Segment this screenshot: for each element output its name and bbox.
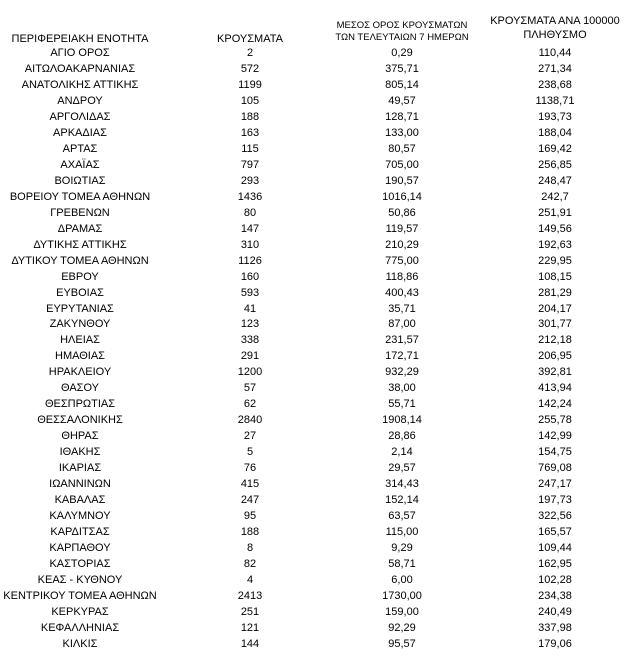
region-cell: ΚΑΒΑΛΑΣ: [54, 494, 106, 507]
seven-day-average-cell: 119,57: [385, 222, 419, 235]
seven-day-average-cell: 50,86: [388, 206, 416, 219]
seven-day-average-cell: 92,29: [388, 621, 416, 634]
per-100000-cell: 162,95: [538, 558, 572, 570]
per-100000-cell: 251,91: [538, 206, 572, 219]
seven-day-average-cell: 159,00: [385, 605, 419, 618]
seven-day-average-cell: 29,57: [388, 462, 416, 475]
cases-cell: 572: [240, 62, 260, 75]
region-cell: ΔΥΤΙΚΗΣ ΑΤΤΙΚΗΣ: [33, 238, 127, 251]
cases-cell: 57: [243, 382, 257, 395]
table-row: [0, 46, 630, 62]
seven-day-average-cell: 190,57: [385, 174, 419, 187]
region-cell: ΚΑΡΔΙΤΣΑΣ: [50, 526, 110, 539]
cases-cell: 62: [243, 398, 257, 411]
cases-cell: 2840: [237, 414, 263, 427]
seven-day-average-cell: 805,14: [385, 78, 419, 91]
header-cases-per-100000-line2: ΠΛΗΘΥΣΜΟ: [523, 29, 587, 41]
header-cases-per-100000: [475, 14, 630, 42]
per-100000-cell: 212,18: [538, 334, 572, 347]
header-cases: ΚΡΟΥΣΜΑΤΑ: [217, 33, 283, 45]
cases-cell: 338: [240, 334, 260, 347]
seven-day-average-cell: 1730,00: [382, 589, 422, 602]
seven-day-average-cell: 932,29: [385, 366, 419, 379]
region-cell: ΑΝΑΤΟΛΙΚΗΣ ΑΤΤΙΚΗΣ: [21, 78, 139, 91]
seven-day-average-cell: 128,71: [385, 110, 419, 123]
table-row: [0, 445, 630, 461]
region-cell: ΗΛΕΙΑΣ: [60, 334, 100, 347]
cases-cell: 41: [243, 302, 257, 315]
table-row: [0, 78, 630, 94]
table-row: [0, 573, 630, 589]
per-100000-cell: 271,34: [538, 62, 572, 75]
table-row: [0, 381, 630, 397]
per-100000-cell: 413,94: [538, 382, 572, 395]
region-cell: ΑΙΤΩΛΟΑΚΑΡΝΑΝΙΑΣ: [24, 62, 136, 75]
cases-cell: 121: [240, 621, 260, 634]
per-100000-cell: 142,99: [538, 430, 572, 443]
region-cell: ΖΑΚΥΝΘΟΥ: [49, 318, 111, 331]
cases-cell: 293: [240, 174, 260, 187]
cases-cell: 27: [243, 430, 257, 443]
per-100000-cell: 204,17: [538, 302, 572, 315]
region-cell: ΚΙΛΚΙΣ: [62, 637, 98, 650]
region-cell: ΙΘΑΚΗΣ: [59, 446, 101, 459]
per-100000-cell: 769,08: [538, 462, 572, 475]
table-row: [0, 461, 630, 477]
per-100000-cell: 229,95: [538, 254, 572, 267]
table-row: [0, 110, 630, 126]
header-region: ΠΕΡΙΦΕΡΕΙΑΚΗ ΕΝΟΤΗΤΑ: [11, 33, 149, 45]
table-row: [0, 302, 630, 318]
cases-cell: 95: [243, 510, 257, 523]
cases-cell: 188: [240, 110, 260, 123]
seven-day-average-cell: 28,86: [388, 430, 416, 443]
per-100000-cell: 242,7: [541, 190, 569, 203]
per-100000-cell: 154,75: [538, 446, 572, 459]
cases-cell: 80: [243, 206, 257, 219]
per-100000-cell: 169,42: [538, 142, 572, 155]
seven-day-average-cell: 210,29: [385, 238, 419, 251]
cases-cell: 1199: [238, 78, 262, 91]
cases-cell: 310: [240, 238, 260, 251]
table-row: [0, 589, 630, 605]
seven-day-average-cell: 35,71: [388, 302, 416, 315]
table-row: [0, 493, 630, 509]
region-cell: ΘΗΡΑΣ: [61, 430, 99, 443]
per-100000-cell: 193,73: [538, 110, 572, 123]
cases-cell: 797: [240, 158, 260, 171]
per-100000-cell: 188,04: [538, 126, 572, 139]
seven-day-average-cell: 58,71: [388, 558, 416, 570]
region-cell: ΘΑΣΟΥ: [60, 382, 100, 395]
region-cell: ΑΝΔΡΟΥ: [57, 94, 103, 107]
region-cell: ΑΧΑΪΑΣ: [60, 158, 100, 171]
header-cases-per-100000-line1: ΚΡΟΥΣΜΑΤΑ ΑΝΑ 100000: [490, 15, 620, 27]
per-100000-cell: 255,78: [538, 414, 572, 427]
region-cell: ΚΕΡΚΥΡΑΣ: [51, 605, 109, 618]
table-row: [0, 397, 630, 413]
region-cell: ΚΑΛΥΜΝΟΥ: [49, 510, 111, 523]
table-body: [0, 46, 630, 653]
table-row: [0, 413, 630, 429]
region-cell: ΕΒΡΟΥ: [61, 270, 99, 283]
cases-cell: 291: [240, 350, 260, 363]
region-cell: ΔΥΤΙΚΟΥ ΤΟΜΕΑ ΑΘΗΝΩΝ: [11, 254, 149, 267]
table-row: [0, 206, 630, 222]
region-cell: ΑΓΙΟ ΟΡΟΣ: [50, 47, 110, 59]
region-cell: ΙΩΑΝΝΙΝΩΝ: [49, 478, 111, 491]
table-row: [0, 238, 630, 254]
cases-cell: 76: [243, 462, 257, 475]
seven-day-average-cell: 375,71: [385, 62, 419, 75]
table-row: [0, 270, 630, 286]
per-100000-cell: 1138,71: [535, 94, 575, 107]
per-100000-cell: 149,56: [538, 222, 572, 235]
cases-cell: 5: [246, 446, 254, 459]
seven-day-average-cell: 6,00: [391, 573, 413, 586]
table-row: [0, 317, 630, 333]
table-row: [0, 190, 630, 206]
table-row: [0, 605, 630, 621]
table-row: [0, 477, 630, 493]
seven-day-average-cell: 314,43: [385, 478, 419, 491]
table-row: [0, 286, 630, 302]
region-cell: ΚΑΣΤΟΡΙΑΣ: [49, 558, 111, 570]
table-row: [0, 333, 630, 349]
per-100000-cell: 206,95: [538, 350, 572, 363]
seven-day-average-cell: 2,14: [391, 446, 413, 459]
table-row: [0, 429, 630, 445]
seven-day-average-cell: 775,00: [385, 254, 419, 267]
seven-day-average-cell: 133,00: [385, 126, 419, 139]
per-100000-cell: 248,47: [538, 174, 572, 187]
header-seven-day-average-line1: ΜΕΣΟΣ ΟΡΟΣ ΚΡΟΥΣΜΑΤΩΝ: [336, 20, 468, 31]
table-row: [0, 174, 630, 190]
cases-cell: 147: [240, 222, 260, 235]
region-cell: ΘΕΣΣΑΛΟΝΙΚΗΣ: [37, 414, 123, 427]
cases-cell: 2: [246, 47, 254, 59]
cases-cell: 4: [246, 573, 254, 586]
table-row: [0, 621, 630, 637]
table-row: [0, 557, 630, 573]
table-row: [0, 365, 630, 381]
per-100000-cell: 392,81: [538, 366, 572, 379]
seven-day-average-cell: 400,43: [385, 286, 419, 299]
cases-cell: 144: [240, 637, 260, 650]
header-seven-day-average: [322, 20, 482, 44]
table-row: [0, 142, 630, 158]
seven-day-average-cell: 49,57: [388, 94, 416, 107]
per-100000-cell: 108,15: [538, 270, 572, 283]
cases-cell: 2413: [237, 589, 263, 602]
cases-cell: 123: [240, 318, 260, 331]
cases-cell: 115: [241, 142, 259, 155]
per-100000-cell: 247,17: [538, 478, 572, 491]
cases-cell: 251: [240, 605, 260, 618]
cases-cell: 247: [240, 494, 260, 507]
region-cell: ΒΟΙΩΤΙΑΣ: [54, 174, 106, 187]
cases-cell: 82: [243, 558, 257, 570]
table-row: [0, 62, 630, 78]
region-cell: ΑΡΤΑΣ: [62, 142, 98, 155]
table-row: [0, 222, 630, 238]
seven-day-average-cell: 115,00: [385, 526, 419, 539]
per-100000-cell: 301,77: [538, 318, 572, 331]
per-100000-cell: 238,68: [538, 78, 572, 91]
seven-day-average-cell: 1016,14: [382, 190, 422, 203]
cases-cell: 593: [240, 286, 260, 299]
seven-day-average-cell: 63,57: [388, 510, 416, 523]
region-cell: ΚΕΦΑΛΛΗΝΙΑΣ: [40, 621, 120, 634]
region-cell: ΕΥΒΟΙΑΣ: [56, 286, 104, 299]
seven-day-average-cell: 9,29: [391, 542, 413, 555]
table-row: [0, 509, 630, 525]
region-cell: ΒΟΡΕΙΟΥ ΤΟΜΕΑ ΑΘΗΝΩΝ: [9, 190, 151, 203]
seven-day-average-cell: 118,86: [385, 270, 419, 283]
seven-day-average-cell: 152,14: [385, 494, 419, 507]
cases-cell: 415: [240, 478, 260, 491]
per-100000-cell: 165,57: [538, 526, 572, 539]
seven-day-average-cell: 231,57: [385, 334, 419, 347]
seven-day-average-cell: 1908,14: [382, 414, 422, 427]
per-100000-cell: 142,24: [538, 398, 572, 411]
per-100000-cell: 256,85: [538, 158, 572, 171]
cases-cell: 105: [240, 94, 260, 107]
table-row: [0, 637, 630, 653]
region-cell: ΙΚΑΡΙΑΣ: [58, 462, 102, 475]
region-cell: ΚΕΑΣ - ΚΥΘΝΟΥ: [37, 573, 123, 586]
region-cell: ΗΡΑΚΛΕΙΟΥ: [48, 366, 112, 379]
per-100000-cell: 110,44: [538, 47, 572, 59]
region-cell: ΕΥΡΥΤΑΝΙΑΣ: [46, 302, 114, 315]
per-100000-cell: 337,98: [538, 621, 572, 634]
seven-day-average-cell: 38,00: [388, 382, 416, 395]
cases-cell: 163: [240, 126, 260, 139]
region-cell: ΘΕΣΠΡΩΤΙΑΣ: [44, 398, 116, 411]
header-seven-day-average-line2: ΤΩΝ ΤΕΛΕΥΤΑΙΩΝ 7 ΗΜΕΡΩΝ: [335, 32, 469, 43]
table-row: [0, 541, 630, 557]
cases-cell: 160: [240, 270, 260, 283]
per-100000-cell: 109,44: [538, 542, 572, 555]
region-cell: ΑΡΚΑΔΙΑΣ: [53, 126, 107, 139]
seven-day-average-cell: 55,71: [388, 398, 416, 411]
cases-cell: 1436: [237, 190, 263, 203]
per-100000-cell: 322,56: [538, 510, 572, 523]
region-cell: ΗΜΑΘΙΑΣ: [55, 350, 105, 363]
seven-day-average-cell: 0,29: [391, 47, 413, 59]
region-cell: ΔΡΑΜΑΣ: [57, 222, 103, 235]
per-100000-cell: 179,06: [538, 637, 572, 650]
region-cell: ΚΑΡΠΑΘΟΥ: [49, 542, 111, 555]
region-cell: ΓΡΕΒΕΝΩΝ: [50, 206, 110, 219]
table-row: [0, 126, 630, 142]
per-100000-cell: 234,38: [538, 589, 572, 602]
table-row: [0, 525, 630, 541]
cases-cell: 1126: [238, 254, 262, 267]
per-100000-cell: 102,28: [538, 573, 572, 586]
per-100000-cell: 192,63: [538, 238, 572, 251]
table-row: [0, 349, 630, 365]
cases-cell: 1200: [237, 366, 263, 379]
table-row: [0, 158, 630, 174]
region-cell: ΑΡΓΟΛΙΔΑΣ: [49, 110, 111, 123]
seven-day-average-cell: 705,00: [385, 158, 419, 171]
seven-day-average-cell: 172,71: [385, 350, 419, 363]
seven-day-average-cell: 95,57: [388, 637, 416, 650]
seven-day-average-cell: 80,57: [388, 142, 416, 155]
region-cell: ΚΕΝΤΡΙΚΟΥ ΤΟΜΕΑ ΑΘΗΝΩΝ: [3, 589, 157, 602]
cases-cell: 8: [246, 542, 254, 555]
table-row: [0, 94, 630, 110]
per-100000-cell: 240,49: [538, 605, 572, 618]
table-row: [0, 254, 630, 270]
per-100000-cell: 197,73: [538, 494, 572, 507]
seven-day-average-cell: 87,00: [388, 318, 416, 331]
per-100000-cell: 281,29: [538, 286, 572, 299]
cases-cell: 188: [240, 526, 260, 539]
